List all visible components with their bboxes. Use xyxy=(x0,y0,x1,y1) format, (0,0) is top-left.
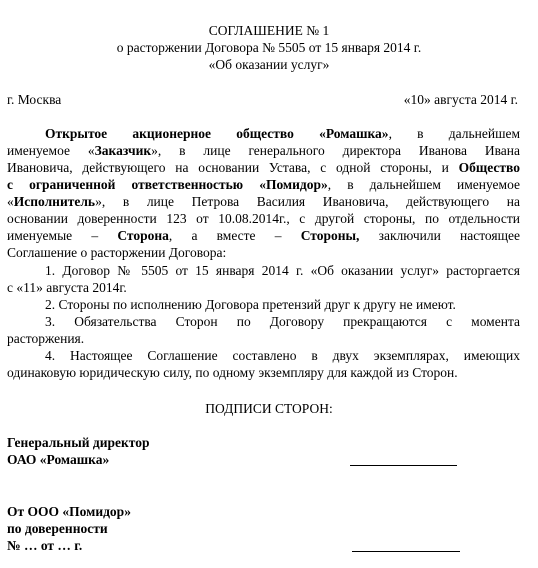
clause-1: 1. Договор № 5505 от 15 января 2014 г. «Об оказании услуг» расторгается xyxy=(45,263,520,278)
party2-power-of-attorney: № … от … г. xyxy=(7,538,83,553)
party1-signature-line xyxy=(350,465,457,466)
preamble-line: «Исполнитель», в лице Петрова Василия Ивановича, действующего на xyxy=(7,194,520,209)
party2-authority: по доверенности xyxy=(7,521,108,536)
party1-name: ОАО «Ромашка» xyxy=(7,452,110,467)
party2-signature-line xyxy=(352,551,460,552)
party2-name: От ООО «Помидор» xyxy=(7,504,131,519)
preamble-line: с ограниченной ответственностью «Помидор», в дальнейшем именуемое xyxy=(7,177,520,192)
agreement-date: «10» августа 2014 г. xyxy=(403,92,518,107)
preamble-line: Соглашение о расторжении Договора: xyxy=(7,245,227,260)
clause-4: 4. Настоящее Соглашение составлено в двух экземплярах, имеющих xyxy=(45,348,520,363)
document-subtitle: о расторжении Договора № 5505 от 15 января 2014 г. xyxy=(116,40,422,55)
city: г. Москва xyxy=(7,92,62,107)
preamble-line: Открытое акционерное общество «Ромашка», в дальнейшем xyxy=(45,126,520,141)
clause-3: 3. Обязательства Сторон по Договору прекращаются с момента xyxy=(45,314,520,329)
party1-position: Генеральный директор xyxy=(7,435,150,450)
preamble-line: именуемые – Сторона, а вместе – Стороны, заключили настоящее xyxy=(7,228,520,243)
signatures-heading: ПОДПИСИ СТОРОН: xyxy=(205,401,333,416)
document-subject: «Об оказании услуг» xyxy=(208,57,330,72)
preamble-line: основании доверенности 123 от 10.08.2014г., с другой стороны, по отдельности xyxy=(7,211,520,226)
clause-3-continuation: расторжения. xyxy=(7,331,85,346)
clause-2: 2. Стороны по исполнению Договора претензий друг к другу не имеют. xyxy=(45,297,456,312)
preamble-line: именуемое «Заказчик», в лице генерального директора Иванова Ивана xyxy=(7,143,521,158)
clause-1-continuation: с «11» августа 2014г. xyxy=(7,280,127,295)
clause-4-continuation: одинаковую юридическую силу, по одному экземпляру для каждой из Сторон. xyxy=(7,365,458,380)
document-title: СОГЛАШЕНИЕ № 1 xyxy=(208,23,330,38)
preamble-line: Ивановича, действующего на основании Устава, с одной стороны, и Общество xyxy=(7,160,520,175)
